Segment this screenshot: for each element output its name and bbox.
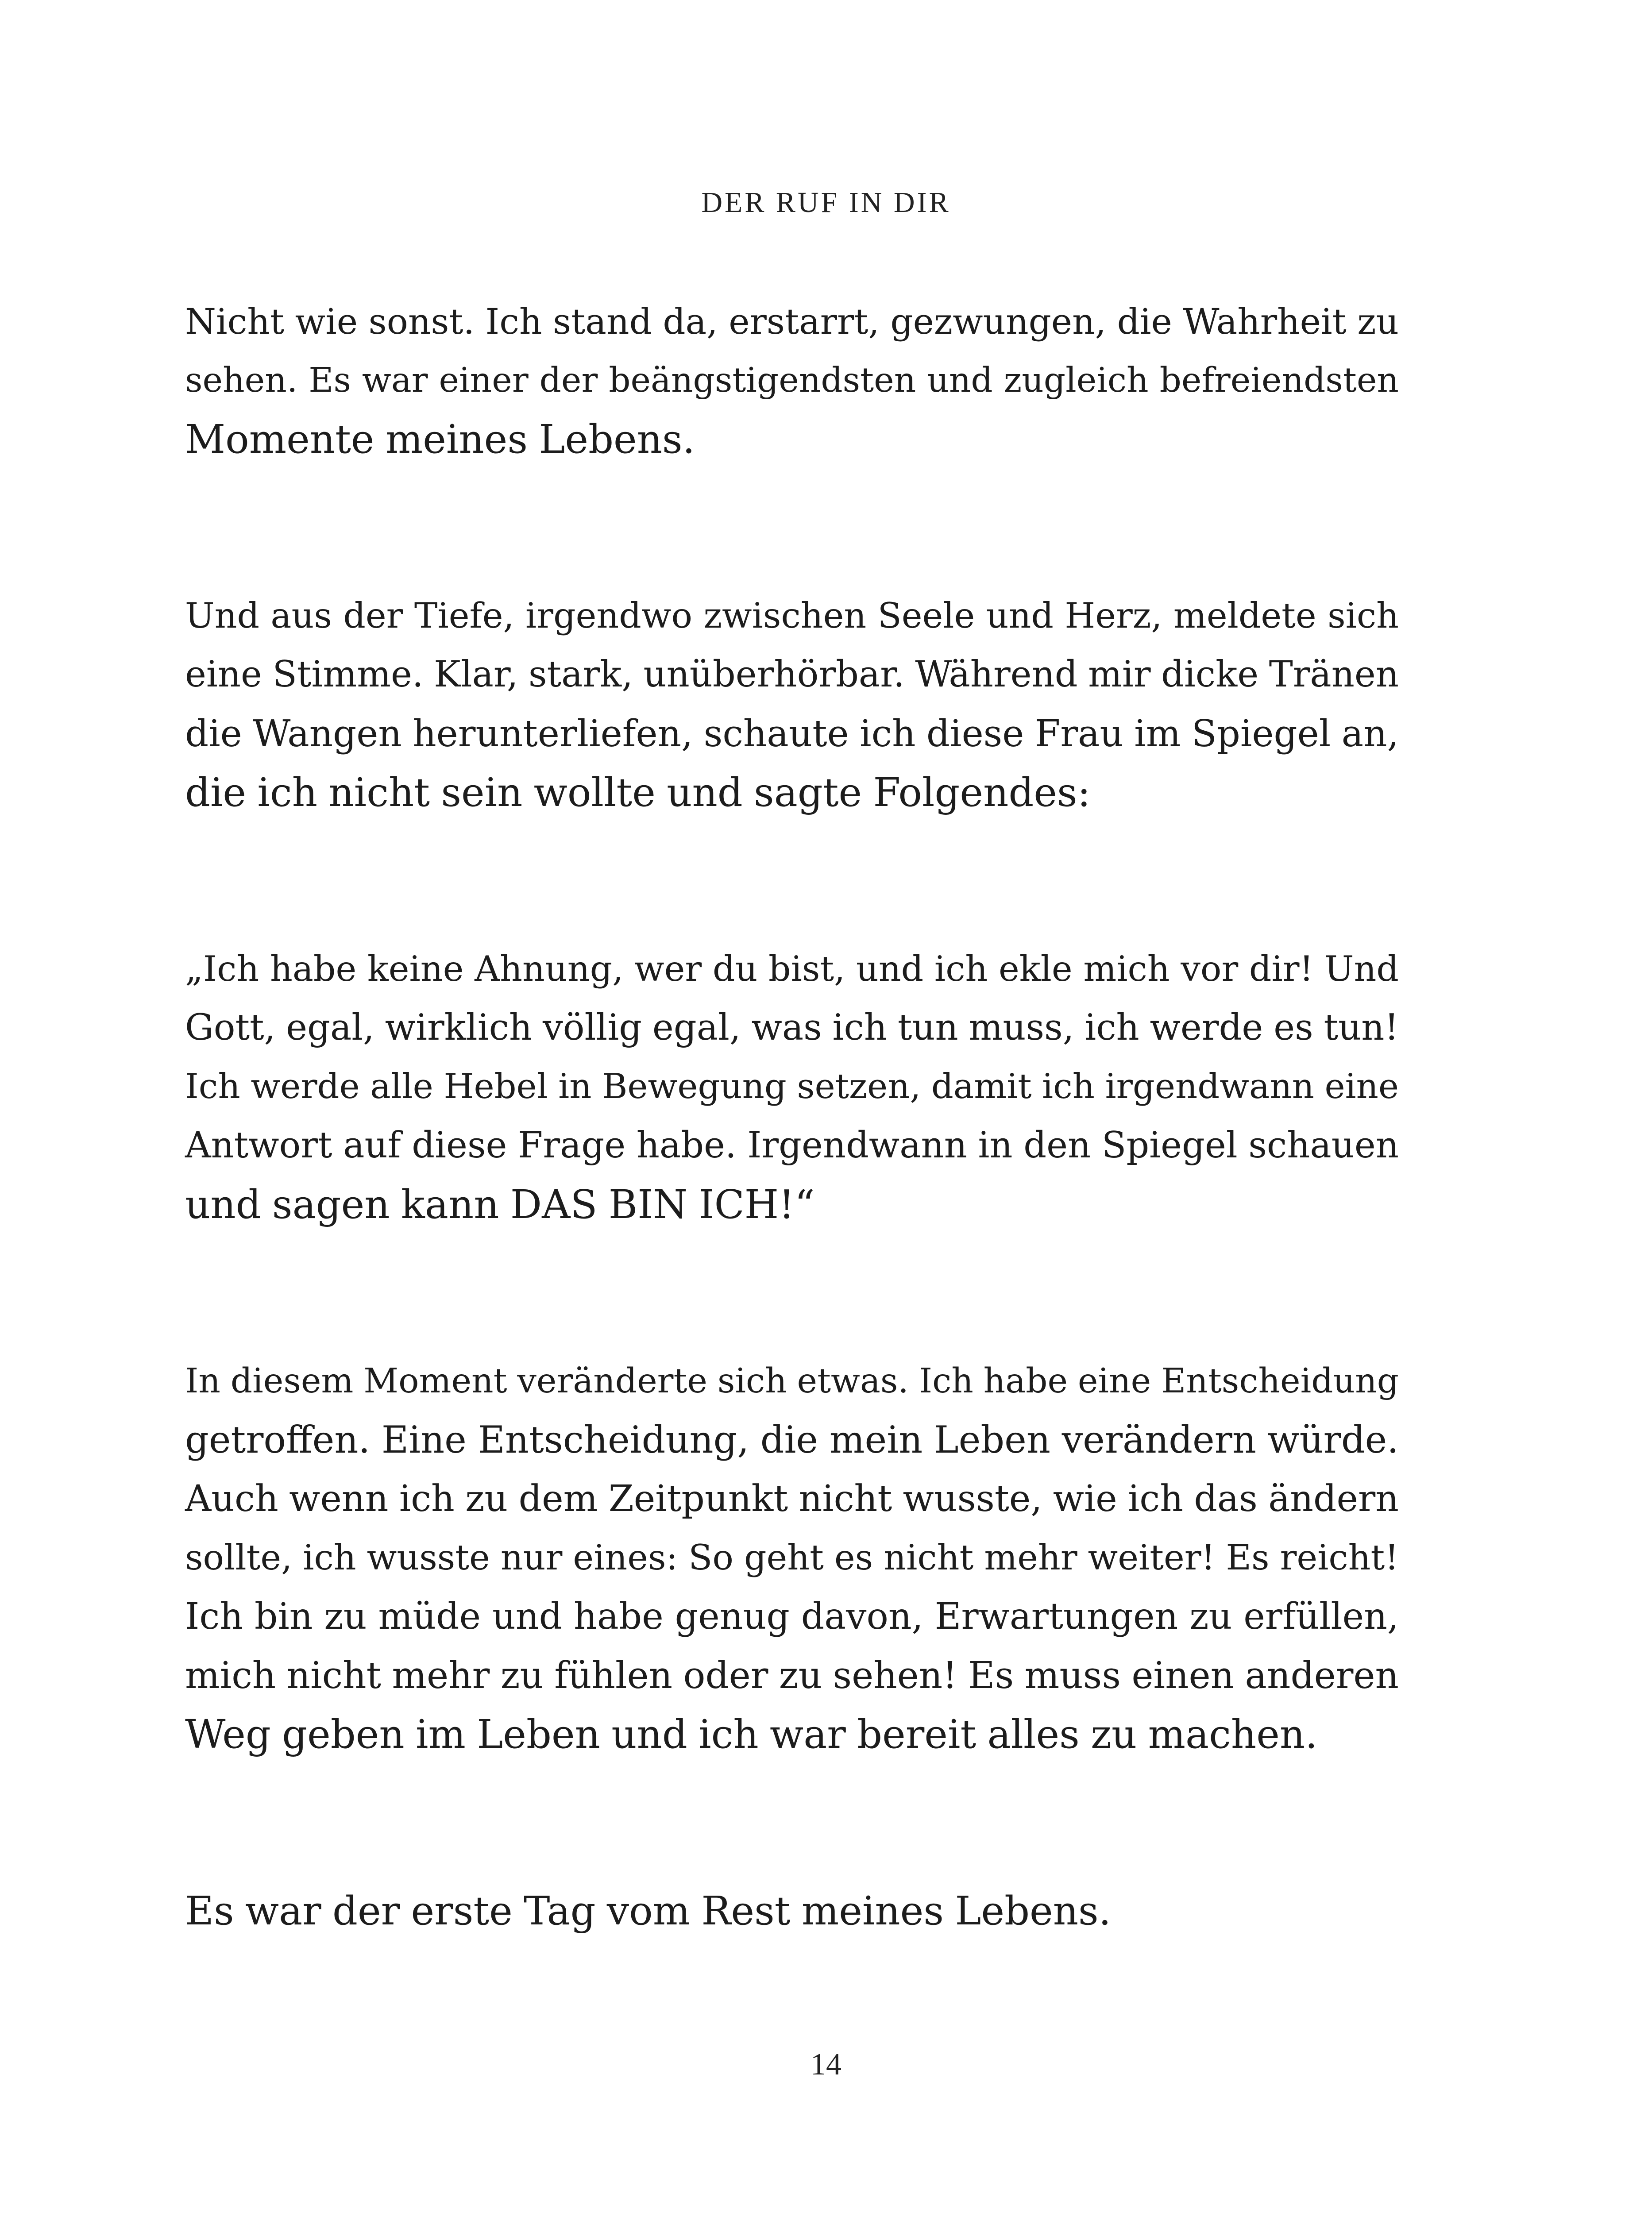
- text-line: „Ich habe keine Ahnung, wer du bist, und ich ekle mich vor dir! Und: [185, 948, 1399, 989]
- text-line: Ich bin zu müde und habe genug davon, Erwartungen zu erfüllen,: [185, 1596, 1399, 1638]
- text-line: getroffen. Eine Entscheidung, die mein Leben verändern würde.: [185, 1418, 1399, 1461]
- text-line: eine Stimme. Klar, stark, unüberhörbar. Während mir dicke Tränen: [185, 654, 1399, 695]
- paragraph-gap: [185, 1234, 1399, 1352]
- paragraph: [185, 1881, 1399, 1940]
- text-line: sehen. Es war einer der beängstigendsten und zugleich befreiendsten: [185, 361, 1399, 400]
- paragraph: [185, 292, 1399, 469]
- page-number: 14: [811, 2047, 841, 2082]
- text-line: Auch wenn ich zu dem Zeitpunkt nicht wusste, wie ich das ändern: [185, 1478, 1399, 1520]
- paragraph: [185, 940, 1399, 1234]
- text-line: sollte, ich wusste nur eines: So geht es nicht mehr weiter! Es reicht!: [185, 1537, 1399, 1578]
- text-line: Momente meines Lebens.: [185, 416, 695, 462]
- text-line: Ich werde alle Hebel in Bewegung setzen, damit ich irgendwann eine: [185, 1067, 1399, 1106]
- paragraph-gap: [185, 822, 1399, 940]
- text-line: die ich nicht sein wollte und sagte Folgendes:: [185, 769, 1091, 815]
- text-line: Es war der erste Tag vom Rest meines Lebens.: [185, 1888, 1112, 1934]
- text-line: und sagen kann DAS BIN ICH!“: [185, 1181, 815, 1227]
- body-text: [185, 292, 1399, 1940]
- text-line: die Wangen herunterliefen, schaute ich diese Frau im Spiegel an,: [185, 712, 1399, 755]
- paragraph-gap: [185, 469, 1399, 586]
- text-line: In diesem Moment veränderte sich etwas. Ich habe eine Entscheidung: [185, 1361, 1399, 1401]
- text-line: Nicht wie sonst. Ich stand da, erstarrt, gezwungen, die Wahrheit zu: [185, 301, 1399, 342]
- text-line: Weg geben im Leben und ich war bereit alles zu machen.: [185, 1711, 1318, 1757]
- text-line: Gott, egal, wirklich völlig egal, was ich tun muss, ich werde es tun!: [185, 1007, 1399, 1049]
- text-line: mich nicht mehr zu fühlen oder zu sehen! Es muss einen anderen: [185, 1654, 1399, 1697]
- paragraph: [185, 586, 1399, 822]
- paragraph: [185, 1352, 1399, 1764]
- text-line: Antwort auf diese Frage habe. Irgendwann in den Spiegel schauen: [185, 1125, 1399, 1166]
- paragraph-gap: [185, 1764, 1399, 1881]
- running-header: DER RUF IN DIR: [701, 186, 951, 219]
- text-line: Und aus der Tiefe, irgendwo zwischen Seele und Herz, meldete sich: [185, 595, 1399, 636]
